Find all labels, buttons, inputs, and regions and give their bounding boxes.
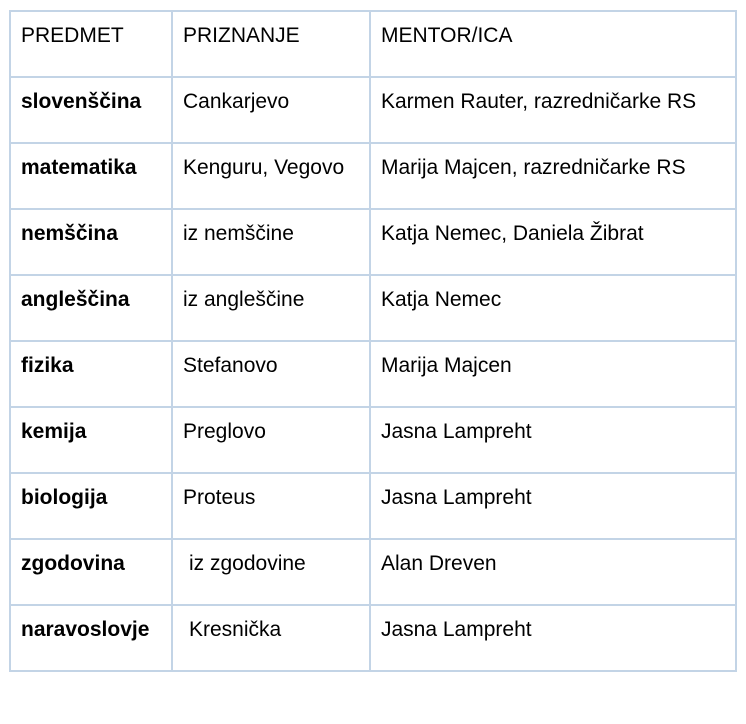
subject-cell: nemščina [10, 209, 172, 275]
mentor-cell: Katja Nemec, Daniela Žibrat [370, 209, 736, 275]
subject-cell: angleščina [10, 275, 172, 341]
subject-cell: zgodovina [10, 539, 172, 605]
award-cell: Kenguru, Vegovo [172, 143, 370, 209]
table-row [10, 539, 736, 605]
awards-table [9, 10, 737, 672]
award-cell: iz nemščine [172, 209, 370, 275]
header-subject: PREDMET [10, 11, 172, 77]
mentor-cell: Jasna Lampreht [370, 473, 736, 539]
table-row [10, 143, 736, 209]
table-row [10, 407, 736, 473]
mentor-cell: Marija Majcen, razredničarke RS [370, 143, 736, 209]
award-cell: Proteus [172, 473, 370, 539]
table-row [10, 209, 736, 275]
mentor-cell: Jasna Lampreht [370, 407, 736, 473]
mentor-cell: Alan Dreven [370, 539, 736, 605]
subject-cell: kemija [10, 407, 172, 473]
table-row [10, 275, 736, 341]
award-cell: Cankarjevo [172, 77, 370, 143]
header-award: PRIZNANJE [172, 11, 370, 77]
subject-cell: naravoslovje [10, 605, 172, 671]
mentor-cell: Karmen Rauter, razredničarke RS [370, 77, 736, 143]
award-cell: Stefanovo [172, 341, 370, 407]
mentor-cell: Jasna Lampreht [370, 605, 736, 671]
subject-cell: slovenščina [10, 77, 172, 143]
award-cell: Kresnička [172, 605, 370, 671]
subject-cell: fizika [10, 341, 172, 407]
award-cell: iz zgodovine [172, 539, 370, 605]
table-row [10, 473, 736, 539]
header-row [10, 11, 736, 77]
table-row [10, 605, 736, 671]
mentor-cell: Katja Nemec [370, 275, 736, 341]
award-cell: iz angleščine [172, 275, 370, 341]
mentor-cell: Marija Majcen [370, 341, 736, 407]
subject-cell: matematika [10, 143, 172, 209]
table-row [10, 341, 736, 407]
table-row [10, 77, 736, 143]
subject-cell: biologija [10, 473, 172, 539]
award-cell: Preglovo [172, 407, 370, 473]
header-mentor: MENTOR/ICA [370, 11, 736, 77]
